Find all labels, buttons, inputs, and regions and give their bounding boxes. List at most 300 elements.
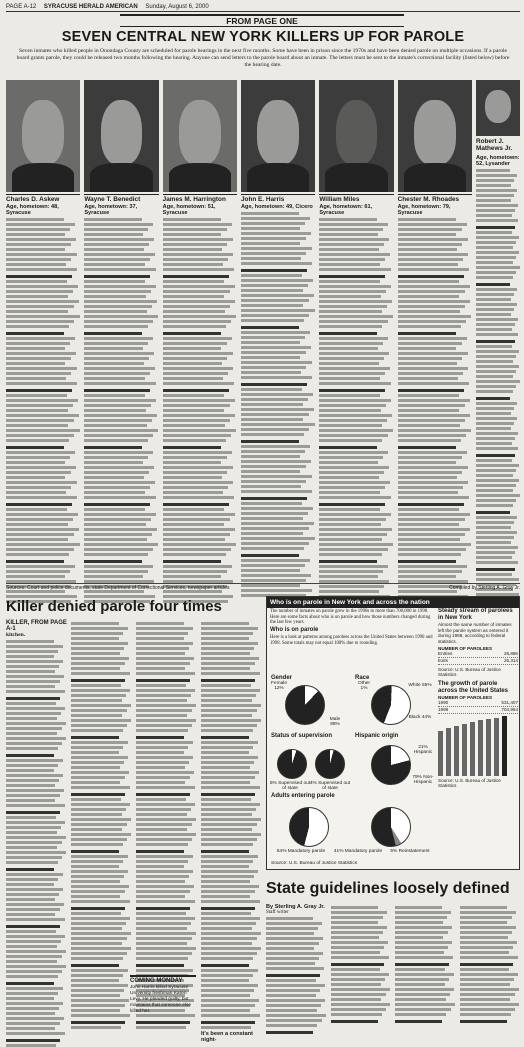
- text-line: [398, 377, 458, 380]
- text-line: [398, 404, 465, 407]
- text-line: [71, 1004, 125, 1007]
- text-line: [319, 362, 378, 365]
- text-line: [398, 382, 469, 385]
- text-line: [6, 846, 57, 849]
- text-line: [84, 560, 142, 563]
- text-line: [201, 880, 250, 883]
- text-line: [136, 704, 196, 707]
- text-line: [71, 1009, 120, 1012]
- story-column: [460, 904, 521, 1020]
- text-line: [84, 295, 146, 298]
- text-line: [201, 984, 258, 987]
- text-line: [6, 898, 55, 901]
- text-line: [398, 218, 456, 221]
- text-line: [398, 394, 459, 397]
- text-line: [319, 332, 377, 335]
- gender-male-label: Male 88%: [329, 717, 341, 727]
- text-line: [460, 921, 508, 924]
- text-line: [163, 377, 223, 380]
- text-line: [6, 352, 76, 355]
- text-line: [163, 538, 225, 541]
- mugshot-harrington: [163, 80, 237, 192]
- text-line: [84, 533, 152, 536]
- text-line: [201, 870, 258, 873]
- text-line: [71, 823, 127, 826]
- text-line: [319, 248, 378, 251]
- text-line: [6, 481, 77, 484]
- text-line: [84, 496, 155, 499]
- text-line: [460, 988, 519, 991]
- text-line: [163, 382, 234, 385]
- text-line: [84, 553, 147, 556]
- race-white-label: White 55%: [408, 683, 432, 688]
- text-line: [201, 818, 261, 821]
- text-line: [398, 325, 461, 328]
- text-line: [395, 951, 444, 954]
- text-line: [163, 352, 233, 355]
- text-line: [84, 357, 149, 360]
- text-line: [136, 689, 195, 692]
- text-line: [331, 1003, 391, 1006]
- text-line: [163, 325, 226, 328]
- text-line: [71, 1026, 121, 1029]
- text-line: [71, 642, 128, 645]
- text-line: [476, 531, 517, 534]
- text-line: [6, 665, 59, 668]
- text-line: [136, 838, 192, 841]
- compiler-note: Compiled by Sterling A. Gray Jr.: [449, 585, 520, 591]
- text-line: [163, 424, 225, 427]
- text-line: [136, 684, 186, 687]
- text-line: [84, 389, 150, 392]
- text-line: [331, 911, 387, 914]
- text-line: [398, 305, 466, 308]
- status-label-a: 5% Supervised out of state: [269, 781, 311, 791]
- text-line: [398, 451, 467, 454]
- text-line: [6, 456, 70, 459]
- text-line: [476, 397, 510, 400]
- text-line: [6, 275, 72, 278]
- race-title: Race: [355, 675, 370, 681]
- text-line: [6, 987, 63, 990]
- text-line: [84, 238, 154, 241]
- text-line: [136, 808, 191, 811]
- text-line: [398, 238, 468, 241]
- text-line: [71, 994, 120, 997]
- text-line: [163, 491, 223, 494]
- text-line: [398, 508, 459, 511]
- text-line: [6, 1002, 63, 1005]
- row-label: 1998: [438, 707, 449, 712]
- text-line: [136, 751, 184, 754]
- text-line: [266, 947, 314, 950]
- mugshot-mathews: [476, 80, 520, 136]
- text-line: [319, 466, 389, 469]
- text-line: [398, 439, 461, 442]
- text-line: [331, 993, 386, 996]
- text-line: [319, 320, 387, 323]
- text-line: [476, 511, 510, 514]
- text-line: [460, 1013, 511, 1016]
- text-line: [319, 424, 381, 427]
- text-line: [319, 300, 392, 303]
- text-line: [476, 293, 514, 296]
- text-line: [319, 409, 381, 412]
- text-line: [201, 704, 261, 707]
- text-line: [84, 523, 146, 526]
- text-line: [319, 503, 385, 506]
- text-line: [476, 469, 516, 472]
- text-line: [476, 489, 513, 492]
- text-line: [476, 345, 512, 348]
- gender-pie: [285, 685, 325, 725]
- text-line: [395, 973, 454, 976]
- growth-title: The growth of parole across the United States: [438, 681, 509, 694]
- text-line: [201, 662, 255, 665]
- text-line: [241, 433, 304, 436]
- text-line: [136, 741, 193, 744]
- text-line: [476, 484, 516, 487]
- text-line: [201, 957, 253, 960]
- race-other-label: Other 1%: [358, 681, 370, 691]
- text-line: [71, 843, 123, 846]
- text-line: [6, 280, 67, 283]
- text-line: [201, 694, 256, 697]
- text-line: [201, 741, 258, 744]
- text-line: [476, 390, 513, 393]
- text-line: [476, 551, 515, 554]
- text-line: [319, 233, 378, 236]
- text-line: [476, 298, 511, 301]
- text-line: [331, 968, 381, 971]
- text-line: [71, 964, 119, 967]
- text-line: [398, 560, 456, 563]
- text-line: [6, 727, 62, 730]
- text-line: [460, 978, 514, 981]
- text-line: [241, 247, 312, 250]
- text-line: [319, 491, 379, 494]
- intro-paragraph: Seven inmates who killed people in Onondaga County are scheduled for parole hearings in the next five months. Some have been in prison since the 1970s and have been denied parole on multiple occasions. If a parole board grants parole, they could be released two months following the hearing. Anyone can send letters to the parole board about an inmate. The letters must be sent to the inmate's correctional facility (listed below) before the hearing date.: [16, 48, 510, 68]
- text-line: [6, 496, 77, 499]
- text-line: [241, 413, 309, 416]
- text-line: [71, 729, 123, 732]
- text-line: [319, 451, 388, 454]
- text-line: [71, 957, 123, 960]
- text-line: [476, 568, 515, 571]
- text-line: [241, 319, 304, 322]
- text-line: [84, 424, 146, 427]
- text-line: [266, 994, 316, 997]
- text-line: [71, 652, 120, 655]
- text-line: [6, 523, 68, 526]
- inmate-name: Wayne T. Benedict: [84, 194, 158, 203]
- text-line: [241, 294, 314, 297]
- text-line: [136, 761, 189, 764]
- text-line: [163, 228, 227, 231]
- hispanic-label: 21% Hispanic: [413, 745, 433, 755]
- text-line: [6, 784, 55, 787]
- text-line: [71, 751, 119, 754]
- text-line: [319, 471, 384, 474]
- text-line: [71, 1021, 125, 1024]
- text-line: [319, 461, 378, 464]
- text-line: [6, 238, 76, 241]
- text-line: [460, 911, 516, 914]
- text-line: [6, 960, 57, 963]
- text-line: [319, 523, 381, 526]
- text-line: [241, 579, 306, 582]
- text-line: [398, 548, 466, 551]
- text-line: [71, 746, 123, 749]
- text-line: [460, 926, 517, 929]
- text-line: [398, 248, 457, 251]
- text-line: [71, 719, 131, 722]
- text-line: [398, 258, 463, 261]
- text-line: [136, 865, 184, 868]
- text-line: [163, 451, 232, 454]
- text-line: [241, 502, 302, 505]
- text-line: [6, 975, 58, 978]
- text-line: [71, 999, 129, 1002]
- text-line: [398, 486, 463, 489]
- text-line: [331, 946, 384, 949]
- text-line: [6, 305, 74, 308]
- text-line: [6, 732, 57, 735]
- text-line: [163, 243, 228, 246]
- text-line: [460, 968, 510, 971]
- text-line: [71, 979, 119, 982]
- text-line: [476, 189, 517, 192]
- text-line: [460, 973, 519, 976]
- text-line: [6, 997, 54, 1000]
- text-line: [6, 404, 73, 407]
- text-line: [6, 263, 66, 266]
- text-line: [71, 855, 128, 858]
- text-line: [201, 746, 253, 749]
- text-line: [331, 978, 385, 981]
- text-line: [163, 295, 225, 298]
- text-line: [319, 218, 377, 221]
- text-line: [6, 357, 71, 360]
- text-line: [163, 404, 230, 407]
- text-line: [319, 548, 387, 551]
- text-line: [395, 956, 453, 959]
- text-line: [476, 541, 511, 544]
- text-line: [136, 828, 187, 831]
- text-line: [6, 560, 64, 563]
- text-line: [201, 808, 256, 811]
- text-line: [136, 776, 190, 779]
- text-line: [331, 1008, 387, 1011]
- text-line: [6, 471, 71, 474]
- text-line: [201, 642, 258, 645]
- text-line: [460, 956, 518, 959]
- text-line: [241, 383, 307, 386]
- text-line: [136, 714, 187, 717]
- text-line: [241, 418, 303, 421]
- text-line: [266, 917, 313, 920]
- text-line: [476, 204, 518, 207]
- text-line: [6, 697, 60, 700]
- text-line: [6, 543, 80, 546]
- text-line: [136, 694, 191, 697]
- text-line: [71, 989, 124, 992]
- text-line: [266, 989, 320, 992]
- text-line: [136, 771, 194, 774]
- text-line: [84, 285, 156, 288]
- text-line: [71, 637, 119, 640]
- text-line: [241, 284, 308, 287]
- text-line: [476, 474, 513, 477]
- text-line: [395, 998, 446, 1001]
- text-line: [163, 367, 234, 370]
- text-line: [71, 870, 128, 873]
- text-line: [266, 922, 322, 925]
- text-line: [6, 491, 66, 494]
- text-line: [6, 873, 63, 876]
- text-line: [398, 446, 456, 449]
- text-line: [6, 1032, 65, 1035]
- text-line: [84, 263, 144, 266]
- text-line: [395, 911, 451, 914]
- text-line: [136, 895, 185, 898]
- text-line: [84, 347, 143, 350]
- text-line: [6, 789, 64, 792]
- text-line: [241, 289, 303, 292]
- text-line: [241, 554, 299, 557]
- text-line: [241, 257, 301, 260]
- text-line: [476, 573, 512, 576]
- text-line: [84, 268, 155, 271]
- text-line: [398, 285, 470, 288]
- text-line: [6, 950, 66, 953]
- text-line: [476, 526, 511, 529]
- text-line: [6, 362, 65, 365]
- text-line: [201, 828, 252, 831]
- text-line: [6, 856, 62, 859]
- text-line: [71, 694, 126, 697]
- text-line: [241, 455, 300, 458]
- text-line: [6, 660, 63, 663]
- text-line: [163, 476, 222, 479]
- text-line: [71, 679, 125, 682]
- text-line: [6, 315, 80, 318]
- text-line: [136, 642, 193, 645]
- text-line: [6, 908, 60, 911]
- text-line: [6, 451, 75, 454]
- text-line: [136, 942, 187, 945]
- text-line: [84, 377, 144, 380]
- text-line: [266, 942, 319, 945]
- text-line: [476, 442, 512, 445]
- text-line: [6, 310, 68, 313]
- text-line: [201, 657, 259, 660]
- text-line: [201, 855, 258, 858]
- text-line: [163, 223, 232, 226]
- page-header-bar: [6, 2, 520, 12]
- text-line: [136, 622, 184, 625]
- text-line: [6, 675, 64, 678]
- text-line: [6, 742, 62, 745]
- text-line: [84, 548, 152, 551]
- text-line: [266, 1009, 317, 1012]
- text-line: [201, 895, 250, 898]
- text-line: [201, 875, 254, 878]
- sources-note: Sources: Court and police documents, state Department of Correctional Services, newspaper articles: [6, 585, 230, 591]
- text-line: [71, 689, 130, 692]
- text-line: [136, 885, 194, 888]
- text-line: [136, 843, 188, 846]
- text-line: [476, 271, 516, 274]
- text-line: [201, 947, 261, 950]
- text-line: [163, 553, 226, 556]
- text-line: [136, 729, 188, 732]
- text-line: [84, 481, 155, 484]
- adults-pie-1998: [371, 807, 411, 847]
- text-line: [395, 936, 443, 939]
- text-line: [163, 439, 226, 442]
- text-line: [476, 308, 514, 311]
- text-line: [201, 912, 251, 915]
- row-label: 1990: [438, 700, 449, 705]
- text-line: [476, 479, 519, 482]
- text-line: [71, 704, 131, 707]
- text-line: [395, 983, 445, 986]
- text-line: [71, 803, 130, 806]
- text-line: [71, 709, 127, 712]
- text-line: [136, 766, 185, 769]
- text-line: [6, 868, 54, 871]
- text-line: [476, 360, 513, 363]
- text-line: [6, 893, 59, 896]
- text-line: [319, 429, 393, 432]
- text-line: [201, 793, 255, 796]
- text-line: [331, 1020, 378, 1023]
- text-line: [136, 855, 193, 858]
- text-line: [241, 351, 306, 354]
- text-line: [241, 326, 299, 329]
- steady-source: Source: U.S. Bureau of Justice Statistics: [438, 667, 501, 677]
- text-line: [241, 460, 311, 463]
- text-line: [201, 865, 249, 868]
- text-line: [84, 528, 157, 531]
- text-line: [71, 984, 128, 987]
- inmate-name: William Miles: [319, 194, 393, 203]
- text-line: [163, 357, 228, 360]
- story-column: [201, 620, 262, 1043]
- text-line: [398, 456, 462, 459]
- text-line: [163, 300, 236, 303]
- text-line: [319, 285, 391, 288]
- text-line: [71, 912, 121, 915]
- text-line: [331, 941, 388, 944]
- text-line: [136, 786, 195, 789]
- text-line: [71, 890, 125, 893]
- text-line: [201, 1021, 255, 1024]
- text-line: [201, 952, 257, 955]
- text-line: [84, 414, 157, 417]
- text-line: [6, 1039, 60, 1042]
- text-line: [201, 989, 254, 992]
- text-line: [319, 404, 386, 407]
- text-line: [398, 523, 460, 526]
- text-line: [6, 707, 65, 710]
- text-line: [71, 875, 124, 878]
- text-line: [398, 357, 463, 360]
- text-line: [398, 228, 462, 231]
- text-line: [241, 569, 300, 572]
- text-line: [398, 553, 461, 556]
